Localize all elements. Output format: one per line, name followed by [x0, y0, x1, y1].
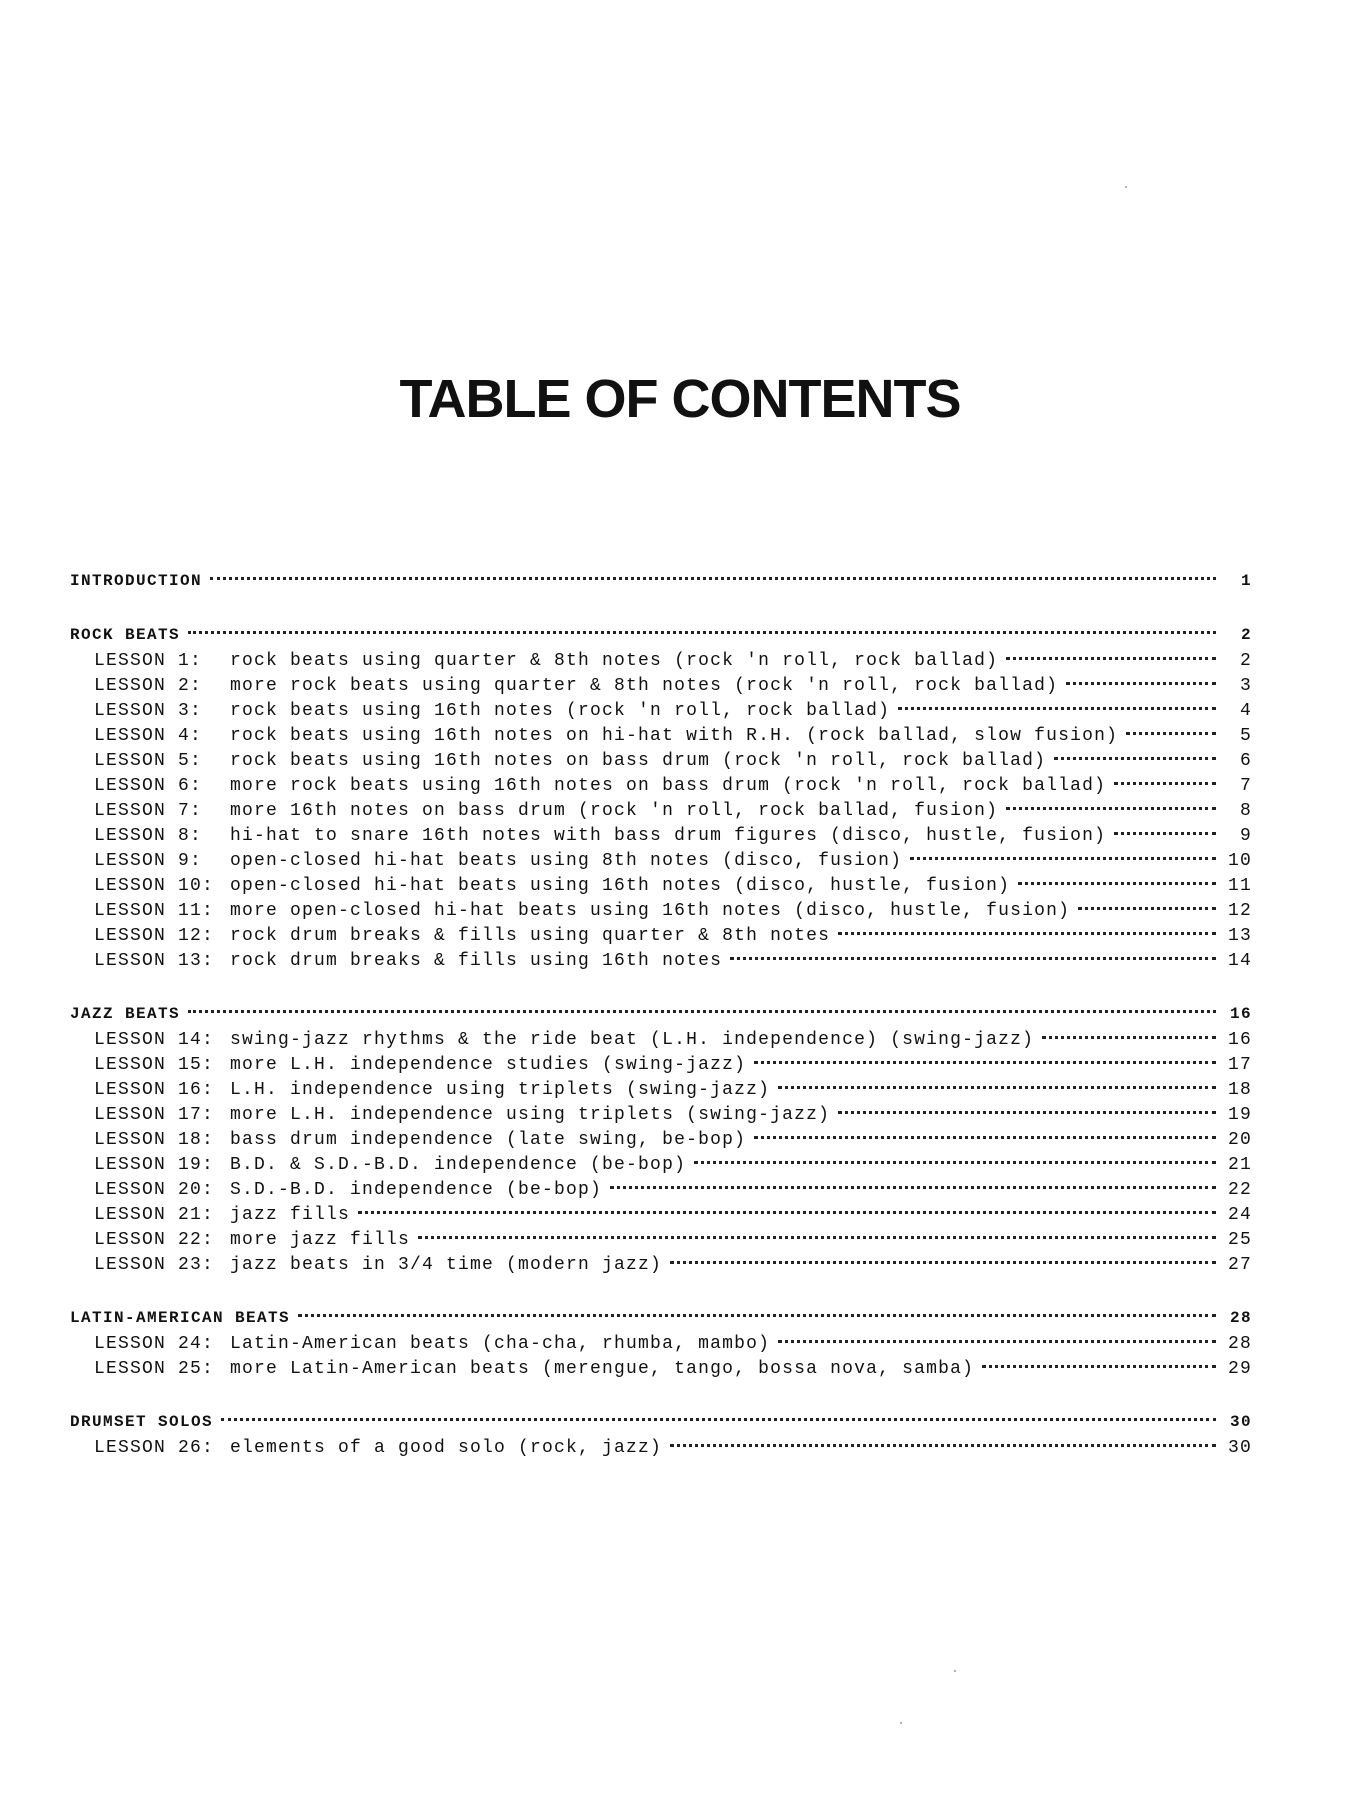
lesson-number: LESSON 10:	[94, 876, 215, 896]
lesson-number: LESSON 4:	[94, 726, 203, 746]
lesson-number: LESSON 18:	[94, 1130, 215, 1150]
lesson-number: LESSON 20:	[94, 1180, 215, 1200]
lesson-number: LESSON 1:	[94, 651, 203, 671]
section-heading-row	[70, 1309, 1252, 1334]
dot-leader	[670, 1261, 1216, 1264]
lesson-row	[70, 726, 1252, 751]
lesson-entry	[94, 651, 998, 671]
dot-leader	[754, 1136, 1216, 1139]
lesson-title: bass drum independence (late swing, be-bop)	[230, 1130, 747, 1150]
page-number: 6	[1239, 751, 1252, 771]
lesson-title: rock beats using 16th notes on hi-hat with R.H. (rock ballad, slow fusion)	[230, 726, 1119, 746]
section-heading-row	[70, 1413, 1252, 1438]
lesson-number: LESSON 26:	[94, 1438, 215, 1458]
lesson-row	[70, 1334, 1252, 1359]
lesson-number: LESSON 15:	[94, 1055, 215, 1075]
lesson-title: rock drum breaks & fills using 16th notes	[230, 951, 723, 971]
lesson-title: swing-jazz rhythms & the ride beat (L.H. independence) (swing-jazz)	[230, 1030, 1035, 1050]
dot-leader	[730, 957, 1216, 960]
section-heading-row	[70, 626, 1252, 651]
lesson-entry	[94, 851, 902, 871]
dot-leader	[1042, 1036, 1216, 1039]
dot-leader	[982, 1365, 1216, 1368]
page-number: 2	[1240, 626, 1252, 644]
lesson-entry	[94, 751, 1046, 771]
lesson-row	[70, 926, 1252, 951]
dot-leader	[754, 1061, 1216, 1064]
page-number: 18	[1227, 1080, 1252, 1100]
lesson-title: rock beats using 16th notes (rock 'n roll, rock ballad)	[230, 701, 891, 721]
lesson-row	[70, 1438, 1252, 1463]
lesson-row	[70, 851, 1252, 876]
page-number: 27	[1227, 1255, 1252, 1275]
lesson-row	[70, 1205, 1252, 1230]
lesson-row	[70, 1155, 1252, 1180]
toc-section	[70, 626, 1252, 976]
section-heading: JAZZ BEATS	[70, 1005, 181, 1023]
lesson-title: open-closed hi-hat beats using 8th notes (disco, fusion)	[230, 851, 903, 871]
page-number: 28	[1229, 1309, 1252, 1327]
lesson-title: rock beats using 16th notes on bass drum (rock 'n roll, rock ballad)	[230, 751, 1047, 771]
lesson-title: rock drum breaks & fills using quarter & 8th notes	[230, 926, 831, 946]
dot-leader	[1006, 657, 1216, 660]
lesson-number: LESSON 23:	[94, 1255, 215, 1275]
lesson-number: LESSON 25:	[94, 1359, 215, 1379]
lesson-number: LESSON 5:	[94, 751, 203, 771]
dot-leader	[1006, 807, 1216, 810]
section-heading: ROCK BEATS	[70, 626, 181, 644]
lesson-number: LESSON 21:	[94, 1205, 215, 1225]
lesson-number: LESSON 14:	[94, 1030, 215, 1050]
lesson-title: more L.H. independence studies (swing-jazz)	[230, 1055, 747, 1075]
lesson-number: LESSON 2:	[94, 676, 203, 696]
lesson-entry	[94, 801, 998, 821]
lesson-entry	[94, 1205, 350, 1225]
lesson-title: elements of a good solo (rock, jazz)	[230, 1438, 663, 1458]
lesson-title: jazz beats in 3/4 time (modern jazz)	[230, 1255, 663, 1275]
lesson-title: more open-closed hi-hat beats using 16th notes (disco, hustle, fusion)	[230, 901, 1071, 921]
lesson-title: open-closed hi-hat beats using 16th notes (disco, hustle, fusion)	[230, 876, 1011, 896]
paper-speck	[900, 1722, 902, 1724]
lesson-row	[70, 676, 1252, 701]
page-number: 11	[1227, 876, 1252, 896]
page-number: 12	[1227, 901, 1252, 921]
toc-section	[70, 1413, 1252, 1463]
lesson-number: LESSON 16:	[94, 1080, 215, 1100]
lesson-entry	[94, 1334, 770, 1354]
lesson-entry	[94, 926, 830, 946]
dot-leader	[298, 1314, 1216, 1317]
lesson-entry	[94, 1055, 746, 1075]
dot-leader	[418, 1236, 1216, 1239]
lesson-number: LESSON 11:	[94, 901, 215, 921]
dot-leader	[694, 1161, 1216, 1164]
lesson-number: LESSON 19:	[94, 1155, 215, 1175]
dot-leader	[1018, 882, 1216, 885]
page-number: 20	[1227, 1130, 1252, 1150]
page-number: 13	[1227, 926, 1252, 946]
toc-section	[70, 1309, 1252, 1384]
lesson-title: jazz fills	[230, 1205, 351, 1225]
lesson-row	[70, 901, 1252, 926]
lesson-row	[70, 1055, 1252, 1080]
lesson-entry	[94, 1230, 410, 1250]
lesson-entry	[94, 676, 1058, 696]
lesson-title: more Latin-American beats (merengue, tango, bossa nova, samba)	[230, 1359, 975, 1379]
section-heading-row	[70, 1005, 1252, 1030]
lesson-entry	[94, 1105, 830, 1125]
page-number: 14	[1227, 951, 1252, 971]
lesson-entry	[94, 826, 1106, 846]
page-number: 25	[1227, 1230, 1252, 1250]
page-number: 22	[1227, 1180, 1252, 1200]
lesson-title: L.H. independence using triplets (swing-jazz)	[230, 1080, 771, 1100]
lesson-entry	[94, 1255, 662, 1275]
section-heading: DRUMSET SOLOS	[70, 1413, 214, 1431]
page-number: 17	[1227, 1055, 1252, 1075]
lesson-row	[70, 1030, 1252, 1055]
lesson-row	[70, 1180, 1252, 1205]
lesson-row	[70, 701, 1252, 726]
dot-leader	[188, 631, 1216, 634]
page-number: 7	[1239, 776, 1252, 796]
lesson-entry	[94, 726, 1118, 746]
lesson-row	[70, 776, 1252, 801]
lesson-title: more L.H. independence using triplets (swing-jazz)	[230, 1105, 831, 1125]
lesson-row	[70, 751, 1252, 776]
lesson-title: more jazz fills	[230, 1230, 411, 1250]
page-number: 21	[1227, 1155, 1252, 1175]
lesson-entry	[94, 1130, 746, 1150]
dot-leader	[1114, 782, 1216, 785]
dot-leader	[910, 857, 1216, 860]
lesson-row	[70, 801, 1252, 826]
lesson-entry	[94, 1155, 686, 1175]
lesson-number: LESSON 22:	[94, 1230, 215, 1250]
dot-leader	[1054, 757, 1216, 760]
dot-leader	[778, 1340, 1216, 1343]
lesson-title: B.D. & S.D.-B.D. independence (be-bop)	[230, 1155, 687, 1175]
toc-section	[70, 1005, 1252, 1280]
page-number: 3	[1239, 676, 1252, 696]
lesson-entry	[94, 701, 890, 721]
dot-leader	[221, 1418, 1216, 1421]
lesson-row	[70, 951, 1252, 976]
lesson-row	[70, 651, 1252, 676]
lesson-entry	[94, 1030, 1034, 1050]
lesson-number: LESSON 9:	[94, 851, 203, 871]
section-heading: LATIN-AMERICAN BEATS	[70, 1309, 291, 1327]
page-number: 30	[1227, 1438, 1252, 1458]
page-number: 10	[1227, 851, 1252, 871]
dot-leader	[610, 1186, 1216, 1189]
page-number: 2	[1239, 651, 1252, 671]
lesson-entry	[94, 1080, 770, 1100]
lesson-title: S.D.-B.D. independence (be-bop)	[230, 1180, 603, 1200]
page-title: TABLE OF CONTENTS	[399, 369, 961, 429]
lesson-row	[70, 826, 1252, 851]
page-number: 30	[1229, 1413, 1252, 1431]
lesson-title: more rock beats using quarter & 8th notes (rock 'n roll, rock ballad)	[230, 676, 1059, 696]
page-number: 16	[1227, 1030, 1252, 1050]
page-number: 1	[1240, 572, 1252, 590]
paper-speck	[954, 1670, 956, 1672]
lesson-number: LESSON 3:	[94, 701, 203, 721]
dot-leader	[188, 1010, 1216, 1013]
lesson-entry	[94, 1359, 974, 1379]
dot-leader	[210, 577, 1216, 580]
lesson-title: rock beats using quarter & 8th notes (rock 'n roll, rock ballad)	[230, 651, 999, 671]
dot-leader	[1066, 682, 1216, 685]
page-number: 4	[1239, 701, 1252, 721]
dot-leader	[778, 1086, 1216, 1089]
lesson-title: hi-hat to snare 16th notes with bass drum figures (disco, hustle, fusion)	[230, 826, 1107, 846]
dot-leader	[838, 932, 1216, 935]
lesson-number: LESSON 17:	[94, 1105, 215, 1125]
page-number: 5	[1239, 726, 1252, 746]
lesson-number: LESSON 24:	[94, 1334, 215, 1354]
lesson-row	[70, 1130, 1252, 1155]
section-heading-row	[70, 572, 1252, 597]
dot-leader	[670, 1444, 1216, 1447]
dot-leader	[838, 1111, 1216, 1114]
lesson-entry	[94, 1180, 602, 1200]
page-number: 28	[1227, 1334, 1252, 1354]
lesson-number: LESSON 12:	[94, 926, 215, 946]
lesson-number: LESSON 8:	[94, 826, 203, 846]
lesson-number: LESSON 13:	[94, 951, 215, 971]
table-of-contents	[70, 572, 1252, 1492]
page-number: 9	[1239, 826, 1252, 846]
section-heading: INTRODUCTION	[70, 572, 203, 590]
lesson-number: LESSON 7:	[94, 801, 203, 821]
lesson-entry	[94, 776, 1106, 796]
lesson-entry	[94, 901, 1070, 921]
lesson-entry	[94, 951, 722, 971]
lesson-row	[70, 1359, 1252, 1384]
lesson-number: LESSON 6:	[94, 776, 203, 796]
dot-leader	[1078, 907, 1216, 910]
lesson-title: Latin-American beats (cha-cha, rhumba, mambo)	[230, 1334, 771, 1354]
page-number: 29	[1227, 1359, 1252, 1379]
lesson-entry	[94, 1438, 662, 1458]
page-number: 16	[1229, 1005, 1252, 1023]
page-number: 19	[1227, 1105, 1252, 1125]
page-number: 8	[1239, 801, 1252, 821]
dot-leader	[358, 1211, 1216, 1214]
dot-leader	[898, 707, 1216, 710]
lesson-row	[70, 1105, 1252, 1130]
lesson-title: more 16th notes on bass drum (rock 'n roll, rock ballad, fusion)	[230, 801, 999, 821]
lesson-row	[70, 1255, 1252, 1280]
dot-leader	[1126, 732, 1216, 735]
paper-speck	[1125, 186, 1127, 188]
lesson-entry	[94, 876, 1010, 896]
page-number: 24	[1227, 1205, 1252, 1225]
lesson-row	[70, 1230, 1252, 1255]
lesson-title: more rock beats using 16th notes on bass drum (rock 'n roll, rock ballad)	[230, 776, 1107, 796]
lesson-row	[70, 1080, 1252, 1105]
toc-section	[70, 572, 1252, 597]
dot-leader	[1114, 832, 1216, 835]
lesson-row	[70, 876, 1252, 901]
